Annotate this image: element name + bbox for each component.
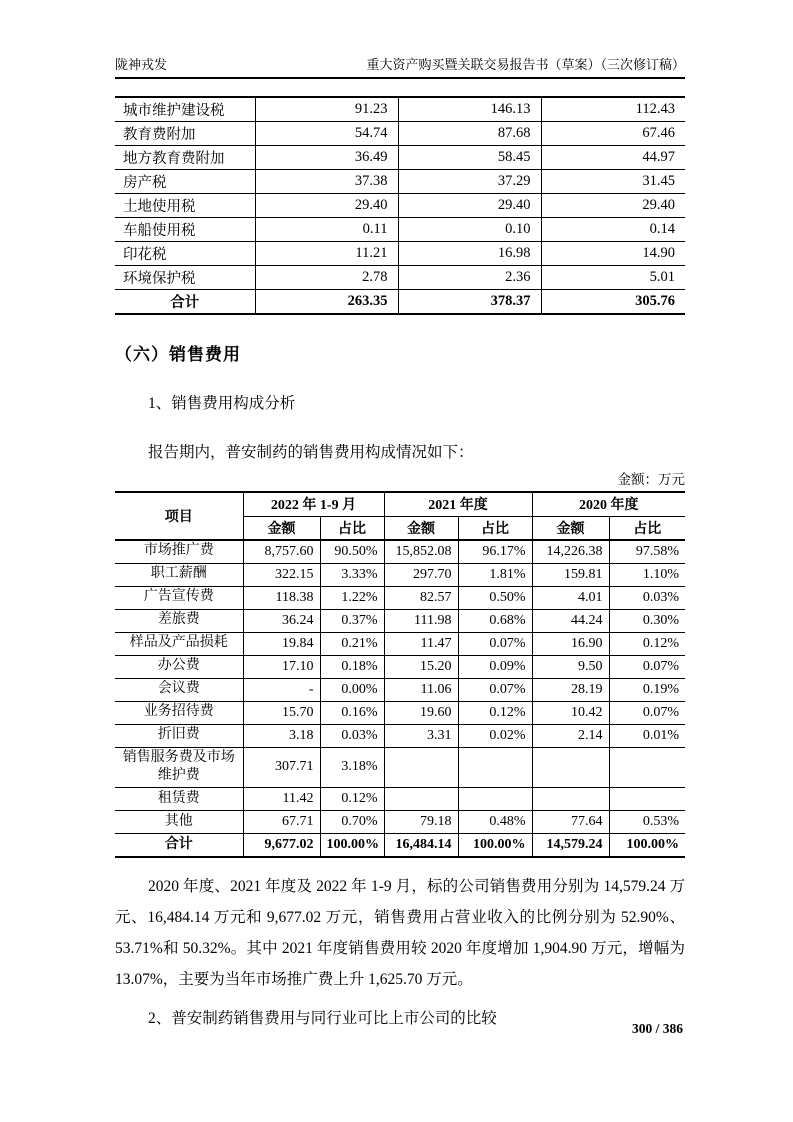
cell-value: 0.03% bbox=[320, 724, 384, 747]
cell-value: 100.00% bbox=[609, 834, 685, 857]
expense-table bbox=[115, 491, 685, 858]
cell-value: 0.16% bbox=[320, 701, 384, 724]
cell-value: 19.60 bbox=[384, 701, 458, 724]
cell-value: 118.38 bbox=[243, 586, 320, 609]
cell-value: 0.12% bbox=[320, 788, 384, 811]
row-label: 会议费 bbox=[115, 678, 243, 701]
cell-value: 29.40 bbox=[398, 194, 541, 218]
cell-value: 28.19 bbox=[532, 678, 609, 701]
cell-value: 87.68 bbox=[398, 122, 541, 146]
cell-value: 0.14 bbox=[541, 218, 685, 242]
cell-value: 16,484.14 bbox=[384, 834, 458, 857]
cell-value: 307.71 bbox=[243, 747, 320, 788]
running-header bbox=[115, 54, 685, 79]
column-header-period: 2020 年度 bbox=[532, 492, 685, 516]
cell-value: 15.20 bbox=[384, 655, 458, 678]
cell-value: 0.50% bbox=[458, 586, 532, 609]
cell-value: 100.00% bbox=[320, 834, 384, 857]
cell-value: 0.48% bbox=[458, 811, 532, 834]
cell-value: 0.03% bbox=[609, 586, 685, 609]
cell-value: 37.29 bbox=[398, 170, 541, 194]
row-label: 土地使用税 bbox=[115, 194, 255, 218]
column-header-amount: 金额 bbox=[243, 516, 320, 540]
cell-value: 90.50% bbox=[320, 540, 384, 563]
row-label: 租赁费 bbox=[115, 788, 243, 811]
table-row bbox=[115, 724, 685, 747]
page-content bbox=[115, 0, 685, 1028]
cell-value: 11.47 bbox=[384, 632, 458, 655]
cell-value: 29.40 bbox=[255, 194, 398, 218]
cell-value: 17.10 bbox=[243, 655, 320, 678]
cell-value bbox=[384, 788, 458, 811]
cell-value: 15,852.08 bbox=[384, 540, 458, 563]
table-row bbox=[115, 747, 685, 788]
cell-value: 0.11 bbox=[255, 218, 398, 242]
table-row bbox=[115, 194, 685, 218]
cell-value: 5.01 bbox=[541, 266, 685, 290]
cell-value: 3.18 bbox=[243, 724, 320, 747]
cell-value: 1.22% bbox=[320, 586, 384, 609]
cell-value: 82.57 bbox=[384, 586, 458, 609]
table-row bbox=[115, 97, 685, 122]
column-header-period: 2021 年度 bbox=[384, 492, 532, 516]
subsection-1-title: 1、销售费用构成分析 bbox=[148, 395, 296, 412]
cell-value: 297.70 bbox=[384, 563, 458, 586]
cell-value: 2.14 bbox=[532, 724, 609, 747]
cell-value: 0.53% bbox=[609, 811, 685, 834]
cell-value bbox=[532, 788, 609, 811]
cell-value: 0.30% bbox=[609, 609, 685, 632]
cell-value: 1.10% bbox=[609, 563, 685, 586]
cell-value: 2.78 bbox=[255, 266, 398, 290]
cell-value: 3.31 bbox=[384, 724, 458, 747]
cell-value: 16.90 bbox=[532, 632, 609, 655]
cell-value bbox=[458, 747, 532, 788]
table-row bbox=[115, 266, 685, 290]
row-label: 印花税 bbox=[115, 242, 255, 266]
column-header-amount: 金额 bbox=[532, 516, 609, 540]
column-header-ratio: 占比 bbox=[458, 516, 532, 540]
cell-value: 36.24 bbox=[243, 609, 320, 632]
cell-value: 44.97 bbox=[541, 146, 685, 170]
cell-value: 0.10 bbox=[398, 218, 541, 242]
cell-value: 0.07% bbox=[609, 701, 685, 724]
cell-value bbox=[458, 788, 532, 811]
cell-value: 2.36 bbox=[398, 266, 541, 290]
row-label: 职工薪酬 bbox=[115, 563, 243, 586]
cell-value: 4.01 bbox=[532, 586, 609, 609]
cell-value: 19.84 bbox=[243, 632, 320, 655]
cell-value: 37.38 bbox=[255, 170, 398, 194]
subsection-2-title: 2、普安制药销售费用与同行业可比上市公司的比较 bbox=[148, 1009, 497, 1027]
row-label: 教育费附加 bbox=[115, 122, 255, 146]
cell-value: 0.12% bbox=[609, 632, 685, 655]
cell-value: 79.18 bbox=[384, 811, 458, 834]
cell-value: 159.81 bbox=[532, 563, 609, 586]
cell-value: 111.98 bbox=[384, 609, 458, 632]
table-row bbox=[115, 632, 685, 655]
row-label: 广告宣传费 bbox=[115, 586, 243, 609]
cell-value: 0.19% bbox=[609, 678, 685, 701]
table-row bbox=[115, 678, 685, 701]
cell-value: 322.15 bbox=[243, 563, 320, 586]
cell-value: 146.13 bbox=[398, 97, 541, 122]
row-label: 地方教育费附加 bbox=[115, 146, 255, 170]
row-label: 房产税 bbox=[115, 170, 255, 194]
cell-value: 3.18% bbox=[320, 747, 384, 788]
table-header-row bbox=[115, 492, 685, 516]
cell-value: 1.81% bbox=[458, 563, 532, 586]
row-label: 城市维护建设税 bbox=[115, 97, 255, 122]
table-total-row bbox=[115, 834, 685, 857]
cell-value: 263.35 bbox=[255, 290, 398, 315]
cell-value: 11.42 bbox=[243, 788, 320, 811]
cell-value: 378.37 bbox=[398, 290, 541, 315]
cell-value: 0.07% bbox=[458, 632, 532, 655]
cell-value: 0.02% bbox=[458, 724, 532, 747]
table-row bbox=[115, 218, 685, 242]
table-total-row bbox=[115, 290, 685, 315]
cell-value bbox=[384, 747, 458, 788]
row-label: 样品及产品损耗 bbox=[115, 632, 243, 655]
cell-value: 58.45 bbox=[398, 146, 541, 170]
cell-value: 0.18% bbox=[320, 655, 384, 678]
row-label: 合计 bbox=[115, 834, 243, 857]
cell-value: 44.24 bbox=[532, 609, 609, 632]
table-row bbox=[115, 122, 685, 146]
cell-value: 11.06 bbox=[384, 678, 458, 701]
column-header-period: 2022 年 1-9 月 bbox=[243, 492, 384, 516]
cell-value: 29.40 bbox=[541, 194, 685, 218]
cell-value: 0.01% bbox=[609, 724, 685, 747]
cell-value: 0.09% bbox=[458, 655, 532, 678]
row-label: 环境保护税 bbox=[115, 266, 255, 290]
cell-value: 0.70% bbox=[320, 811, 384, 834]
cell-value: 14,579.24 bbox=[532, 834, 609, 857]
cell-value: 112.43 bbox=[541, 97, 685, 122]
row-label: 销售服务费及市场维护费 bbox=[115, 747, 243, 788]
cell-value: 0.00% bbox=[320, 678, 384, 701]
table-row bbox=[115, 146, 685, 170]
table-row bbox=[115, 540, 685, 563]
cell-value: 67.71 bbox=[243, 811, 320, 834]
cell-value bbox=[609, 747, 685, 788]
cell-value: 0.12% bbox=[458, 701, 532, 724]
table-row bbox=[115, 701, 685, 724]
cell-value bbox=[609, 788, 685, 811]
cell-value: 67.46 bbox=[541, 122, 685, 146]
cell-value: 0.68% bbox=[458, 609, 532, 632]
row-label: 市场推广费 bbox=[115, 540, 243, 563]
table-row bbox=[115, 563, 685, 586]
cell-value: 0.37% bbox=[320, 609, 384, 632]
cell-value: - bbox=[243, 678, 320, 701]
cell-value: 14,226.38 bbox=[532, 540, 609, 563]
table-row bbox=[115, 586, 685, 609]
table-row bbox=[115, 609, 685, 632]
cell-value: 91.23 bbox=[255, 97, 398, 122]
cell-value: 100.00% bbox=[458, 834, 532, 857]
table-row bbox=[115, 655, 685, 678]
body-paragraph: 2020 年度、2021 年度及 2022 年 1-9 月，标的公司销售费用分别为 14,579.24 万元、16,484.14 万元和 9,677.02 万元，销售费用占营业收入的比例分别为 52.90%、53.71%和 50.32%。其中 2021 年度销售费用较 2020 年度增加 1,904.90 万元，增幅为 13.07%，主要为当年市场推广费上升 1,625.70 万元。 bbox=[115, 877, 685, 988]
table-row bbox=[115, 242, 685, 266]
unit-note: 金额：万元 bbox=[617, 472, 685, 487]
cell-value: 97.58% bbox=[609, 540, 685, 563]
column-header-ratio: 占比 bbox=[609, 516, 685, 540]
table-row bbox=[115, 788, 685, 811]
cell-value: 15.70 bbox=[243, 701, 320, 724]
cell-value: 77.64 bbox=[532, 811, 609, 834]
row-label: 车船使用税 bbox=[115, 218, 255, 242]
cell-value: 10.42 bbox=[532, 701, 609, 724]
column-header-amount: 金额 bbox=[384, 516, 458, 540]
row-label: 合计 bbox=[115, 290, 255, 315]
cell-value: 3.33% bbox=[320, 563, 384, 586]
section-heading: （六）销售费用 bbox=[115, 345, 241, 364]
row-label: 差旅费 bbox=[115, 609, 243, 632]
page-number: 300 / 386 bbox=[631, 1021, 683, 1036]
cell-value: 14.90 bbox=[541, 242, 685, 266]
row-label: 其他 bbox=[115, 811, 243, 834]
tax-table bbox=[115, 96, 685, 315]
column-header-ratio: 占比 bbox=[320, 516, 384, 540]
row-label: 业务招待费 bbox=[115, 701, 243, 724]
table-row bbox=[115, 170, 685, 194]
row-label: 办公费 bbox=[115, 655, 243, 678]
intro-text: 报告期内，普安制药的销售费用构成情况如下： bbox=[148, 444, 474, 461]
row-label: 折旧费 bbox=[115, 724, 243, 747]
cell-value: 0.21% bbox=[320, 632, 384, 655]
table-row bbox=[115, 811, 685, 834]
cell-value: 9,677.02 bbox=[243, 834, 320, 857]
cell-value: 305.76 bbox=[541, 290, 685, 315]
cell-value: 36.49 bbox=[255, 146, 398, 170]
cell-value bbox=[532, 747, 609, 788]
column-header-item: 项目 bbox=[115, 492, 243, 540]
cell-value: 54.74 bbox=[255, 122, 398, 146]
cell-value: 0.07% bbox=[458, 678, 532, 701]
cell-value: 8,757.60 bbox=[243, 540, 320, 563]
cell-value: 11.21 bbox=[255, 242, 398, 266]
cell-value: 16.98 bbox=[398, 242, 541, 266]
cell-value: 9.50 bbox=[532, 655, 609, 678]
cell-value: 96.17% bbox=[458, 540, 532, 563]
header-report-title: 重大资产购买暨关联交易报告书（草案）（三次修订稿） bbox=[366, 57, 685, 72]
header-company: 陇神戎发 bbox=[115, 57, 168, 72]
cell-value: 0.07% bbox=[609, 655, 685, 678]
cell-value: 31.45 bbox=[541, 170, 685, 194]
